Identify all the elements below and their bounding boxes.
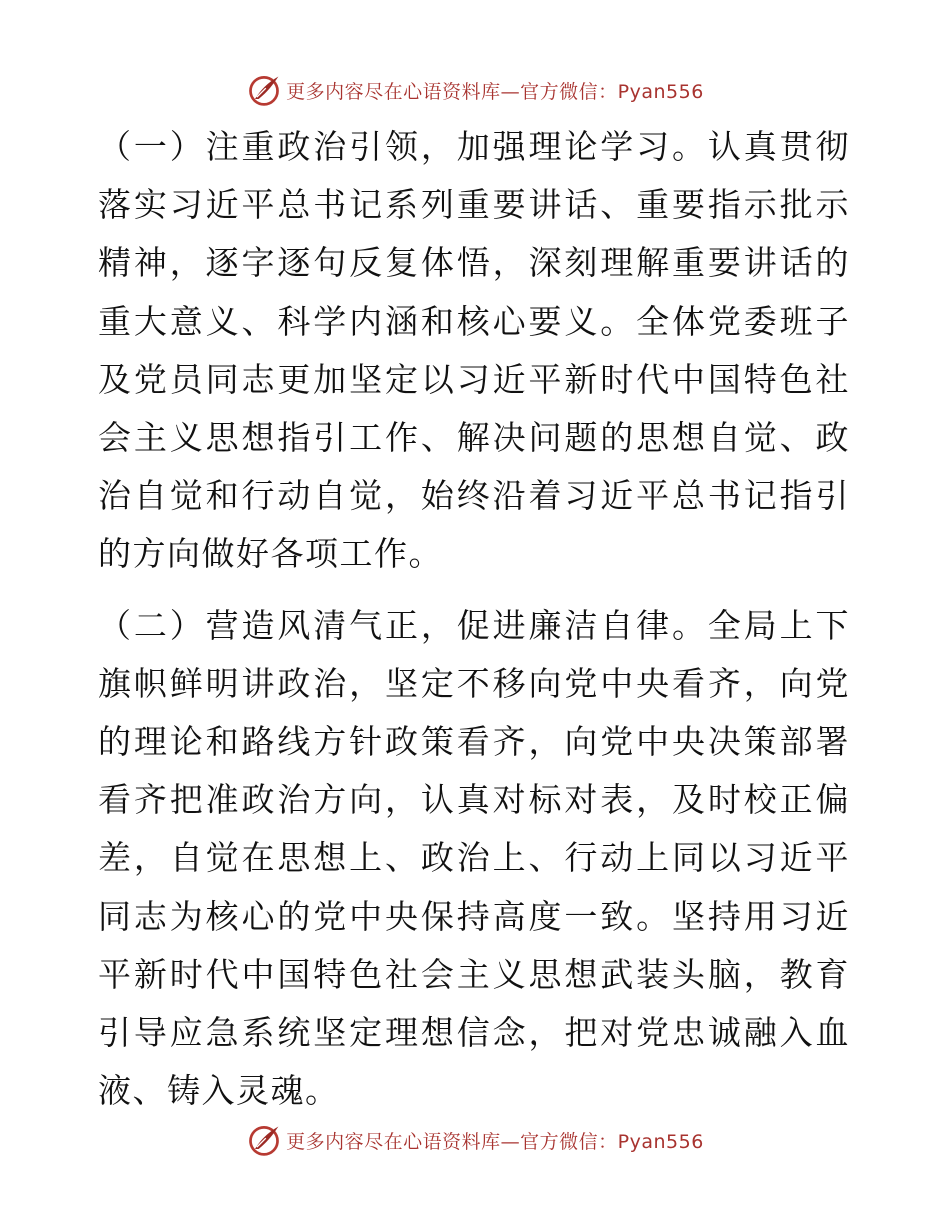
wechat-id: Pyan556 (617, 1130, 704, 1153)
document-body (98, 118, 850, 1120)
quill-logo-icon (246, 72, 282, 108)
quill-logo-icon (246, 1122, 282, 1158)
header-banner (0, 70, 950, 110)
banner-text: 更多内容尽在心语资料库—官方微信：Pyan556 (286, 1130, 704, 1153)
wechat-id: Pyan556 (617, 80, 704, 103)
paragraph-2: （二）营造风清气正，促进廉洁自律。全局上下旗帜鲜明讲政治，坚定不移向党中央看齐，向党的理论和路线方针政策看齐，向党中央决策部署看齐把准政治方向，认真对标对表，及时校正偏差，自觉在思想上、政治上、行动上同以习近平同志为核心的党中央保持高度一致。坚持用习近平新时代中国特色社会主义思想武装头脑，教育引导应急系统坚定理想信念，把对党忠诚融入血液、铸入灵魂。 (98, 605, 850, 1111)
footer-banner (0, 1120, 950, 1160)
paragraph-1: （一）注重政治引领，加强理论学习。认真贯彻落实习近平总书记系列重要讲话、重要指示批示精神，逐字逐句反复体悟，深刻理解重要讲话的重大意义、科学内涵和核心要义。全体党委班子及党员同志更加坚定以习近平新时代中国特色社会主义思想指引工作、解决问题的思想自觉、政治自觉和行动自觉，始终沿着习近平总书记指引的方向做好各项工作。 (98, 127, 850, 574)
banner-text: 更多内容尽在心语资料库—官方微信：Pyan556 (286, 80, 704, 103)
